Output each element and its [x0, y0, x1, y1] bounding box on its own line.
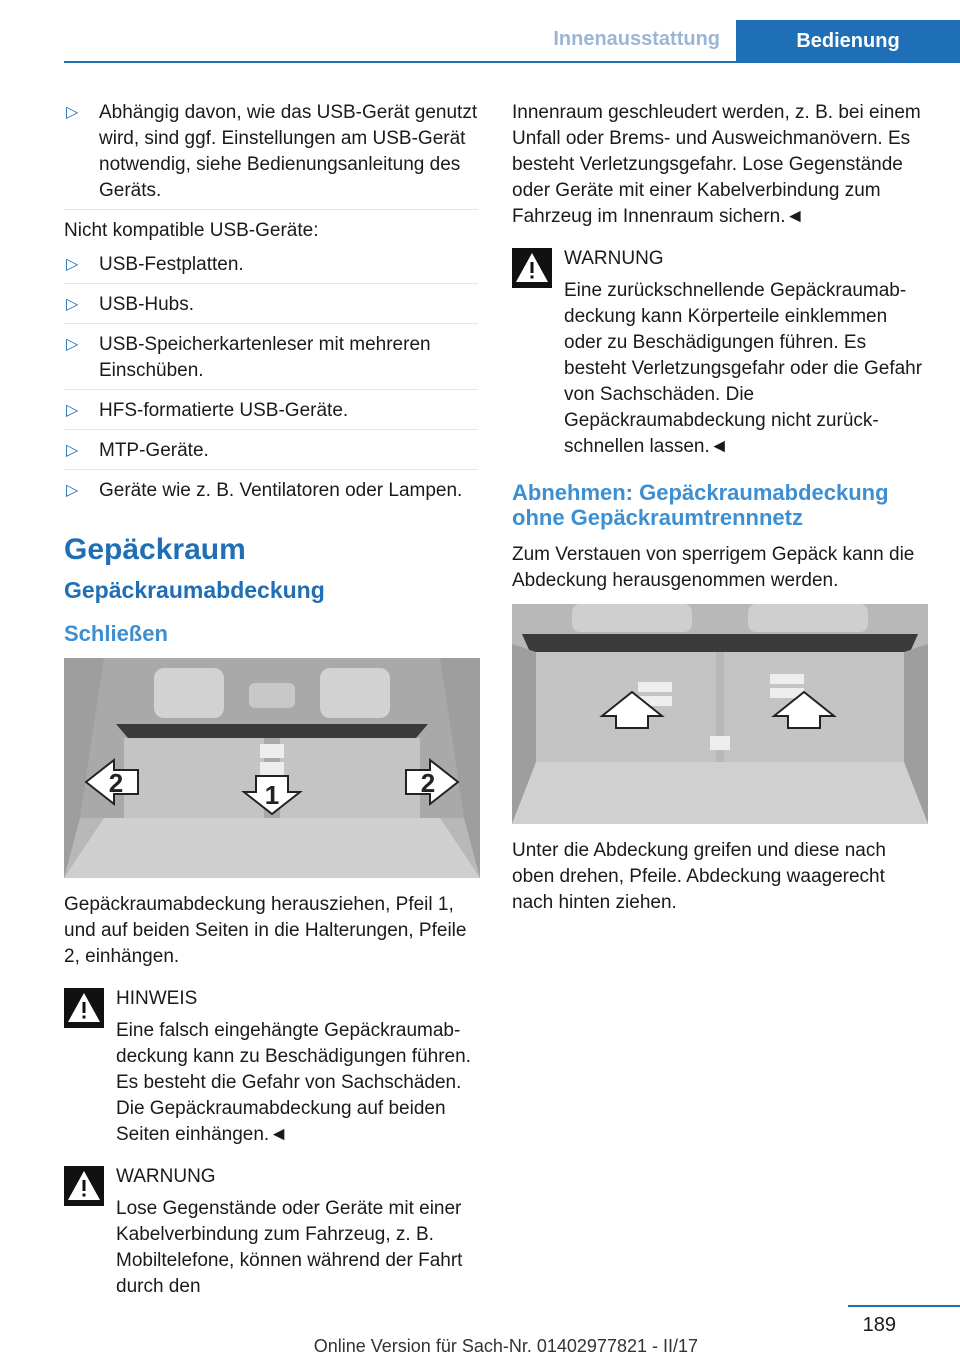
continued-warning-text: Innenraum geschleudert werden, z. B. bei einem Unfall oder Brems- und Ausweichmanövern. Es besteht Verletzungsgefahr. Lose Gegenstände oder Geräte mit einer Kabelverbindung zum Fahrzeug im Innenraum sichern.◄ [512, 102, 921, 227]
list-item-text: USB-Hubs. [99, 294, 195, 315]
list-item-text: USB-Festplatten. [99, 254, 244, 275]
trunk-cover-remove-illustration [512, 604, 928, 824]
list-item-text: HFS-formatierte USB-Geräte. [99, 400, 349, 421]
topic-heading: Schließen [64, 621, 168, 646]
triangle-bullet-icon: ▷ [66, 336, 79, 353]
list-item [64, 478, 478, 509]
online-version-note: Online Version für Sach-Nr. 01402977821 - II/17 [313, 1336, 698, 1356]
trunk-illustration-svg [512, 604, 928, 824]
warning-body: Eine zurückschnellende Gepäckraumabdeckung kann Körperteile einklemmen oder zu Beschädigungen führen. Es besteht Verletzungsgefahr oder die Gefahr von Sachschäden. Die Gepäckraumabdeckung nicht zurückschnellen lassen.◄ [564, 280, 923, 457]
triangle-bullet-icon: ▷ [66, 442, 79, 459]
section-heading: Gepäckraum [64, 533, 246, 566]
warning-triangle-icon [512, 248, 552, 288]
arrow-label-2-left: 2 [108, 768, 124, 798]
header-divider [64, 61, 960, 63]
warning-title: WARNUNG [564, 248, 664, 269]
warning-triangle-icon [64, 1166, 104, 1206]
chapter-tab[interactable]: Bedienung [736, 20, 960, 62]
arrow-label-2-right: 2 [420, 768, 436, 798]
list-item [64, 332, 478, 390]
triangle-bullet-icon: ▷ [66, 296, 79, 313]
list-item-text: MTP-Geräte. [99, 440, 209, 461]
notice-box [64, 986, 478, 1148]
list-item-text: Geräte wie z. B. Ventilatoren oder Lampen. [99, 480, 463, 501]
list-item-text: USB-Speicherkartenleser mit mehreren Einschüben. [99, 334, 431, 381]
triangle-bullet-icon: ▷ [66, 104, 79, 121]
trunk-illustration-svg [64, 658, 480, 878]
incompatible-label: Nicht kompatible USB-Geräte: [64, 220, 319, 241]
page-number: 189 [862, 1314, 896, 1336]
list-item-text: Abhängig davon, wie das USB-Gerät genutzt wird, sind ggf. Einstellungen am USB-Gerät notwendig, siehe Bedienungsanleitung des Geräts. [99, 102, 478, 201]
page-header [0, 0, 960, 64]
incompatible-list [64, 252, 478, 509]
warning-body: Lose Gegenstände oder Geräte mit einer Kabelverbindung zum Fahrzeug, z. B. Mobiltelefone, können während der Fahrt durch den [116, 1198, 463, 1297]
trunk-cover-close-illustration [64, 658, 480, 878]
warning-box [64, 1164, 478, 1300]
footer-divider [848, 1305, 960, 1307]
triangle-bullet-icon: ▷ [66, 482, 79, 499]
right-column [512, 100, 926, 924]
remove-instruction: Unter die Abdeckung greifen und diese nach oben drehen, Pfeile. Abdeckung waagerecht nach hinten ziehen. [512, 840, 886, 913]
list-item [64, 252, 478, 284]
list-item [64, 438, 478, 470]
notice-title: HINWEIS [116, 988, 198, 1009]
triangle-bullet-icon: ▷ [66, 402, 79, 419]
intro-list [64, 100, 478, 210]
arrow-label-1: 1 [264, 780, 280, 810]
section-tab[interactable]: Innenausstattung [553, 28, 720, 50]
topic-heading: Abnehmen: Gepäckraumabdeckung ohne Gepäckraumtrennnetz [512, 480, 889, 530]
warning-title: WARNUNG [116, 1166, 216, 1187]
subsection-heading: Gepäckraumabdeckung [64, 577, 325, 603]
list-item [64, 292, 478, 324]
remove-intro: Zum Verstauen von sperrigem Gepäck kann die Abdeckung herausgenommen werden. [512, 544, 915, 591]
list-item [64, 398, 478, 430]
triangle-bullet-icon: ▷ [66, 256, 79, 273]
warning-box [512, 246, 926, 460]
left-column [64, 100, 478, 1312]
warning-triangle-icon [64, 988, 104, 1028]
list-item [64, 100, 478, 210]
close-instruction: Gepäckraumabdeckung herausziehen, Pfeil 1, und auf beiden Seiten in die Halterungen, Pfeile 2, einhängen. [64, 894, 467, 967]
notice-body: Eine falsch eingehängte Gepäckraumabdeckung kann zu Beschädigungen führen. Es besteht die Gefahr von Sachschäden. Die Gepäckraumabdeckung auf beiden Seiten einhängen.◄ [116, 1020, 471, 1145]
